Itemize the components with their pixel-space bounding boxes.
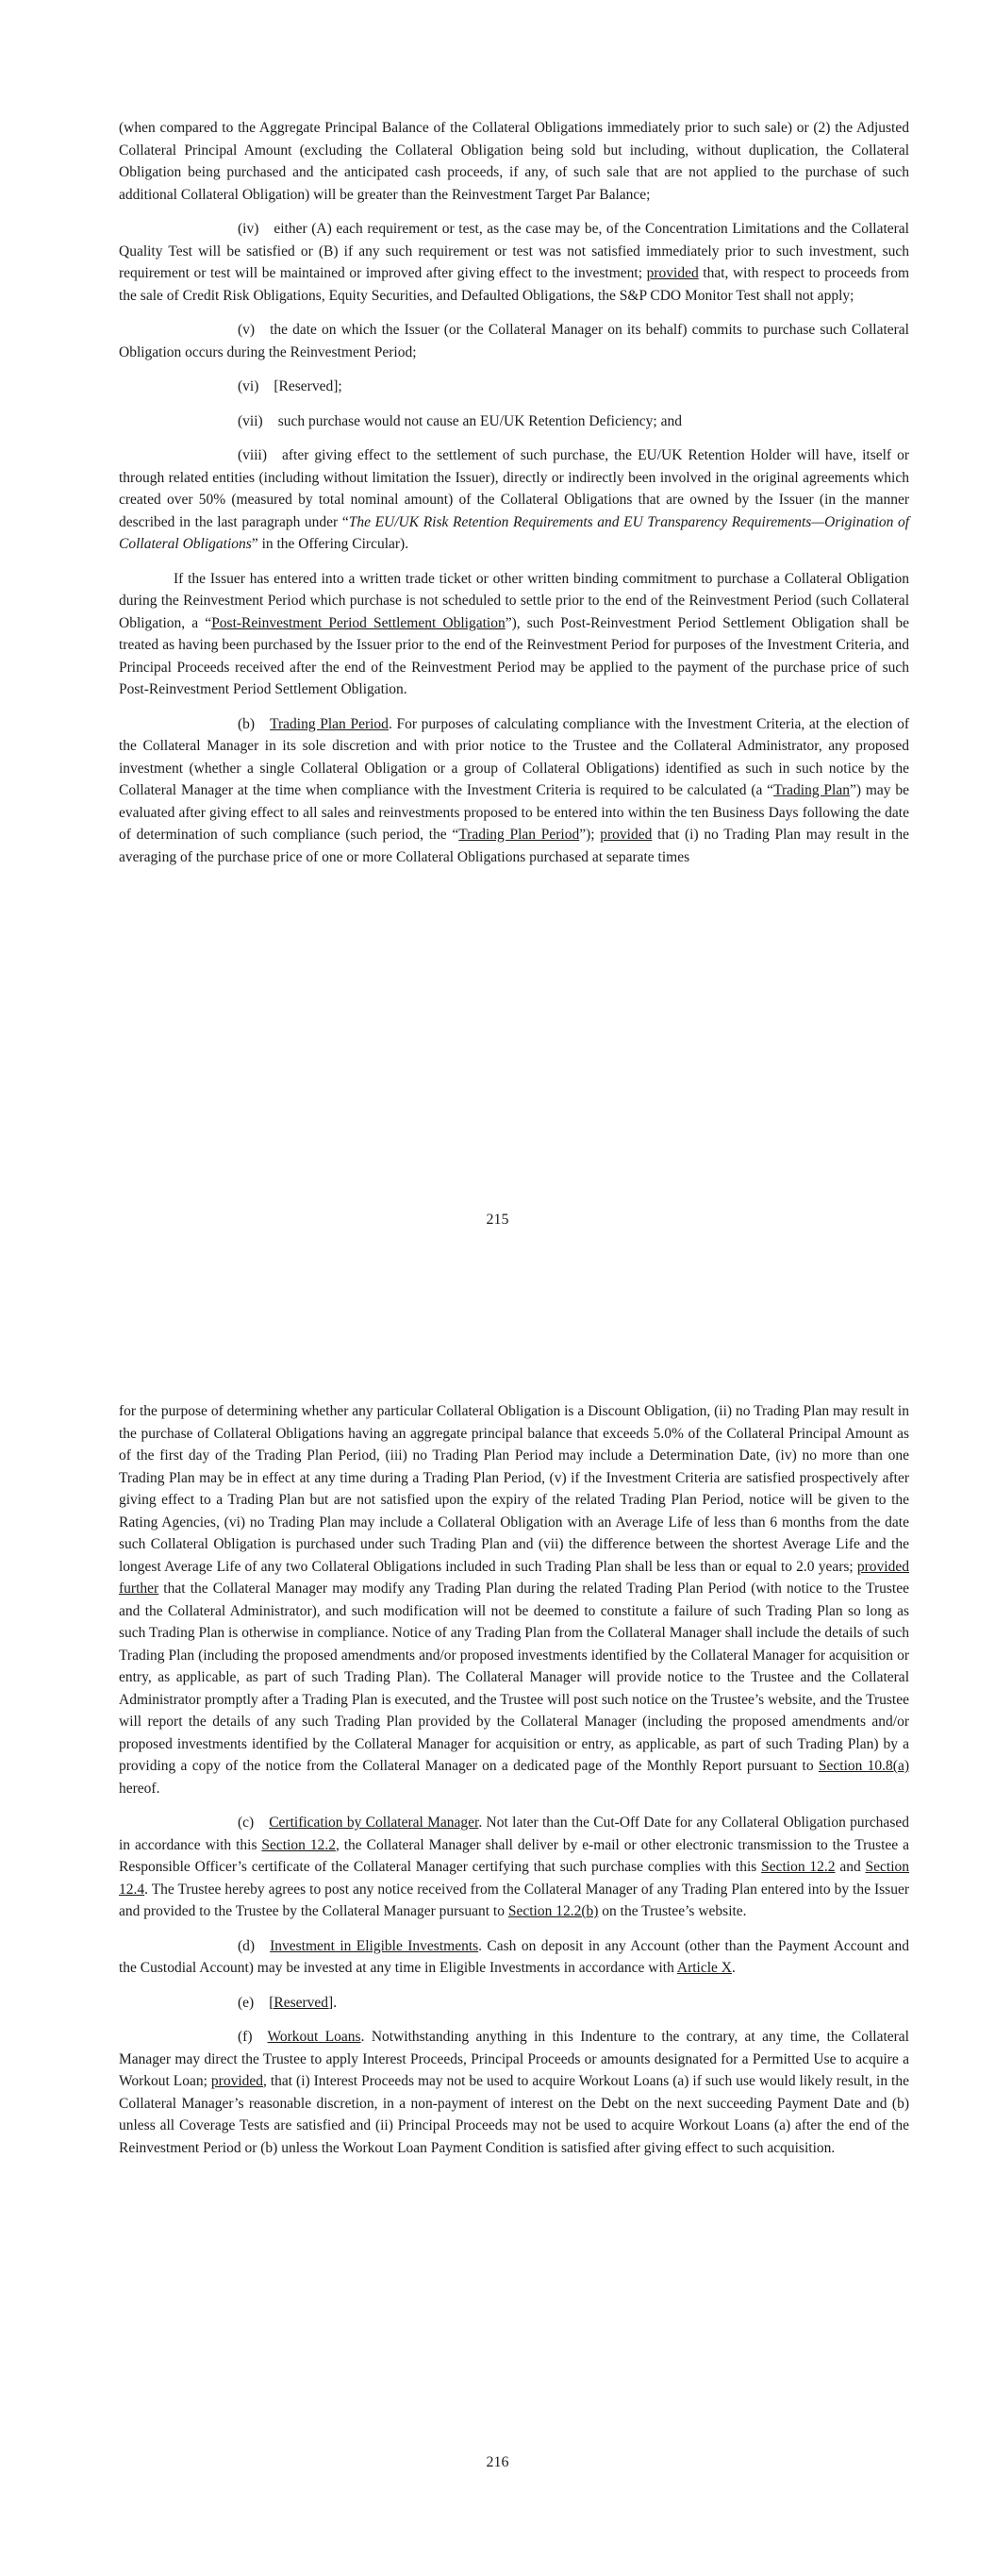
section-b-trading-plan-period: (b) Trading Plan Period. For purposes of calculating compliance with the Investment Criteria, at the election of the Collateral Manager in its sole discretion and with prior notice to the Trustee and the Collateral Administrator, any proposed investment (whether a single Collateral Obligation or a group of Collateral Obligations) identified as such in such notice by the Collateral Manager at the time when compliance with the Investment Criteria is required to be calculated (a “Trading Plan”) may be evaluated after giving effect to all sales and reinvestments proposed to be entered into within the ten Business Days following the date of determination of such compliance (such period, the “Trading Plan Period”); provided that (i) no Trading Plan may result in the averaging of the purchase price of one or more Collateral Obligations purchased at separate times (119, 713, 909, 869)
section-heading: Investment in Eligible Investments (270, 1937, 479, 1954)
section-reference: Article X (676, 1960, 732, 1976)
section-e-reserved: (e) [Reserved]. (119, 1992, 909, 2015)
clause-v: (v) the date on which the Issuer (or the Collateral Manager on its behalf) commits to purchase such Collateral Obligation occurs during the Reinvestment Period; (119, 319, 909, 363)
section-reference: Section 12.4 (119, 1859, 910, 1898)
clause-iv: (iv) either (A) each requirement or test, as the case may be, of the Concentration Limitations and the Collateral Quality Test will be satisfied or (B) if any such requirement or test was not satisfied immediately prior to such investment, such requirement or test will be maintained or improved after giving effect to the investment; provided that, with respect to proceeds from the sale of Credit Risk Obligations, Equity Securities, and Defaulted Obligations, the S&P CDO Monitor Test shall not apply; (119, 218, 909, 307)
section-d-eligible-investments: (d) Investment in Eligible Investments. Cash on deposit in any Account (other than the Payment Account and the Custodial Account) may be invested at any time in Eligible Investments in accordance with Article X. (119, 1935, 909, 1980)
section-f-workout-loans: (f) Workout Loans. Notwithstanding anything in this Indenture to the contrary, at any time, the Collateral Manager may direct the Trustee to apply Interest Proceeds, Principal Proceeds or amounts designated for a Permitted Use to acquire a Workout Loan; provided, that (i) Interest Proceeds may not be used to acquire Workout Loans (a) if such use would likely result, in the Collateral Manager’s reasonable discretion, in a non-payment of interest on the Debt on the next succeeding Payment Date and (b) unless all Coverage Tests are satisfied and (ii) Principal Proceeds may not be used to acquire Workout Loans (a) after the end of the Reinvestment Period or (b) unless the Workout Loan Payment Condition is satisfied after giving effect to such acquisition. (119, 2026, 909, 2159)
page-number: 216 (486, 2454, 509, 2470)
clause-number: (v) (238, 322, 256, 338)
section-letter: (d) (238, 1937, 256, 1954)
defined-term: Trading Plan (773, 782, 850, 798)
section-letter: (f) (238, 2029, 253, 2045)
paragraph-post-reinvestment: If the Issuer has entered into a written trade ticket or other written binding commitment to purchase a Collateral Obligation during the Reinvestment Period which purchase is not scheduled to settle prior to the end of the Reinvestment Period (such Collateral Obligation, a “Post-Reinvestment Period Settlement Obligation”), such Post-Reinvestment Period Settlement Obligation shall be treated as having been purchased by the Issuer prior to the end of the Reinvestment Period for purposes of the Investment Criteria, and Principal Proceeds received after the end of the Reinvestment Period may be applied to the payment of the purchase price of such Post-Reinvestment Period Settlement Obligation. (119, 570, 909, 697)
clause-number: (viii) (238, 447, 267, 463)
section-c-certification: (c) Certification by Collateral Manager. Not later than the Cut-Off Date for any Collateral Obligation purchased in accordance with this Section 12.2, the Collateral Manager shall deliver by e-mail or other electronic transmission to the Trustee a Responsible Officer’s certificate of the Collateral Manager certifying that such purchase complies with this Section 12.2 and Section 12.4. The Trustee hereby agrees to post any notice received from the Collateral Manager of any Trading Plan entered into by the Issuer and provided to the Trustee by the Collateral Manager pursuant to Section 12.2(b) on the Trustee’s website. (119, 1812, 909, 1923)
section-heading: Workout Loans (267, 2029, 361, 2045)
section-letter: (c) (238, 1815, 255, 1831)
section-reference: Section 12.2 (761, 1859, 836, 1875)
cross-reference-italic: The EU/UK Risk Retention Requirements and EU Transparency Requirements—Origination of Collateral Obligations (119, 513, 909, 552)
page-216 (0, 1288, 995, 2576)
section-heading: Trading Plan Period (270, 715, 389, 732)
page-216-body (119, 1400, 909, 2171)
defined-term: provided (856, 1558, 909, 1575)
clause-vi: (vi) [Reserved]; (119, 376, 909, 398)
defined-term: further (119, 1581, 159, 1597)
section-reference: Section 12.2(b) (507, 1903, 599, 1919)
section-letter: (b) (238, 715, 256, 732)
defined-term: provided (210, 2073, 264, 2089)
section-reference: Section 12.2 (261, 1836, 336, 1853)
page-number: 215 (486, 1212, 509, 1228)
defined-term: provided (600, 827, 653, 843)
section-heading: [Reserved] (269, 1994, 334, 2011)
clause-vii: (vii) such purchase would not cause an EU/UK Retention Deficiency; and (119, 410, 909, 433)
clause-number: (iv) (238, 221, 259, 237)
defined-term: provided (646, 265, 699, 281)
clause-number: (vi) (238, 378, 259, 394)
defined-term: Trading Plan Period (458, 827, 580, 843)
section-reference: Section 10.8(a) (818, 1758, 909, 1774)
clause-viii: (viii) after giving effect to the settlement of such purchase, the EU/UK Retention Holder will have, itself or through related entities (including without limitation the Issuer), directly or indirectly been involved in the original agreements which created over 50% (measured by total nominal amount) of the Collateral Obligations that are owned by the Issuer (in the manner described in the last paragraph under “The EU/UK Risk Retention Requirements and EU Transparency Requirements—Origination of Collateral Obligations” in the Offering Circular). (119, 444, 909, 556)
paragraph-continuation: for the purpose of determining whether any particular Collateral Obligation is a Discount Obligation, (ii) no Trading Plan may result in the purchase of Collateral Obligations having an aggregate principal balance that exceeds 5.0% of the Collateral Principal Amount as of the first day of the Trading Plan Period, (iii) no Trading Plan Period may include a Determination Date, (iv) no more than one Trading Plan may be in effect at any time during a Trading Plan Period, (v) if the Investment Criteria are satisfied prospectively after giving effect to a Trading Plan but are not satisfied upon the expiry of the related Trading Plan Period, notice will be given to the Rating Agencies, (vi) no Trading Plan may include a Collateral Obligation with an Average Life of less than 6 months from the date such Collateral Obligation is purchased under such Trading Plan and (vii) the difference between the shortest Average Life and the longest Average Life of any two Collateral Obligations included in such Trading Plan shall be less than or equal to 2.0 years; provided further that the Collateral Manager may modify any Trading Plan during the related Trading Plan Period (with notice to the Trustee and the Collateral Administrator), and such modification will not be deemed to constitute a failure of such Trading Plan so long as such Trading Plan is otherwise in compliance. Notice of any Trading Plan from the Collateral Manager shall include the details of such Trading Plan (including the proposed amendments and/or proposed investments identified by the Collateral Manager for acquisition or entry, as applicable, as part of such Trading Plan). The Collateral Manager will provide notice to the Trustee and the Collateral Administrator promptly after a Trading Plan is executed, and the Trustee will post such notice on the Trustee’s website, and the Trustee will report the details of any such Trading Plan provided by the Collateral Manager (including the proposed amendments and/or proposed investments identified by the Collateral Manager for acquisition or entry, as applicable, as part of such Trading Plan) by a providing a copy of the notice from the Collateral Manager on a dedicated page of the Monthly Report pursuant to Section 10.8(a) hereof. (119, 1403, 909, 1797)
clause-number: (vii) (238, 412, 263, 429)
paragraph-continuation: (when compared to the Aggregate Principal Balance of the Collateral Obligations immediately prior to such sale) or (2) the Adjusted Collateral Principal Amount (excluding the Collateral Obligation being sold but including, without duplication, the Collateral Obligation being purchased and the anticipated cash proceeds, if any, of such sale that are not applied to the purchase of such additional Collateral Obligation) will be greater than the Reinvestment Target Par Balance; (119, 120, 909, 203)
defined-term: Post-Reinvestment Period Settlement Obligation (211, 614, 506, 631)
section-letter: (e) (238, 1994, 255, 2011)
section-heading: Certification by Collateral Manager (269, 1815, 479, 1831)
page-215-body (119, 117, 909, 880)
